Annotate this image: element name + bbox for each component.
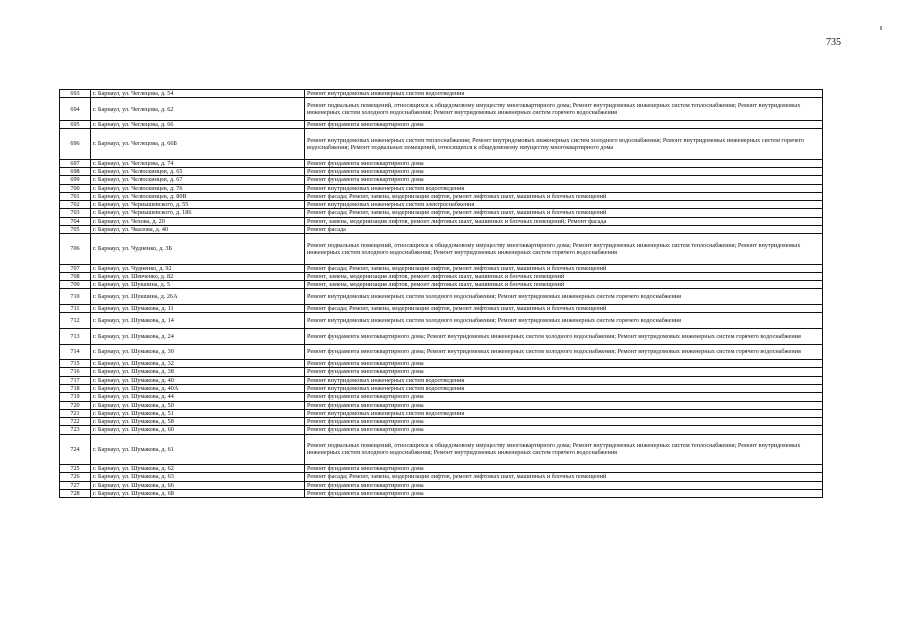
repair-works-cell: Ремонт фундамента многоквартирного дома [305, 176, 823, 184]
address-cell: г. Барнаул, ул. Шумакова, д. 11 [91, 305, 305, 313]
row-number-cell: 698 [60, 167, 91, 175]
repair-works-cell: Ремонт фасада; Ремонт, замена, модернизация лифтов, ремонт лифтовых шахт, машинных и блочных помещений [305, 473, 823, 481]
row-number-cell: 716 [60, 368, 91, 376]
table-row [60, 426, 823, 434]
table-row [60, 234, 823, 264]
row-number-cell: 714 [60, 344, 91, 360]
repair-works-cell: Ремонт внутридомовых инженерных систем электроснабжения [305, 201, 823, 209]
table-row [60, 289, 823, 305]
address-cell: г. Барнаул, ул. Шумакова, д. 40 [91, 376, 305, 384]
table-row [60, 129, 823, 159]
repair-works-cell: Ремонт фундамента многоквартирного дома [305, 489, 823, 497]
table-row [60, 328, 823, 344]
row-number-cell: 726 [60, 473, 91, 481]
row-number-cell: 711 [60, 305, 91, 313]
repair-works-cell: Ремонт внутридомовых инженерных систем водоотведения [305, 384, 823, 392]
row-number-cell: 717 [60, 376, 91, 384]
address-cell: г. Барнаул, ул. Чеглецова, д. 54 [91, 90, 305, 98]
table-row [60, 167, 823, 175]
row-number-cell: 722 [60, 418, 91, 426]
repair-works-cell: Ремонт фундамента многоквартирного дома [305, 426, 823, 434]
repair-works-cell: Ремонт внутридомовых инженерных систем холодного водоснабжения; Ремонт внутридомовых инженерных систем горячего водоснабжения [305, 313, 823, 329]
repair-works-cell: Ремонт, замена, модернизация лифтов, ремонт лифтовых шахт, машинных и блочных помещений [305, 281, 823, 289]
address-cell: г. Барнаул, ул. Челюскинцев, д. 65 [91, 167, 305, 175]
address-cell: г. Барнаул, ул. Шумакова, д. 38 [91, 368, 305, 376]
table-row [60, 209, 823, 217]
repair-works-cell: Ремонт внутридомовых инженерных систем водоотведения [305, 409, 823, 417]
address-cell: г. Барнаул, ул. Чеглецова, д. 62 [91, 98, 305, 121]
repair-works-cell: Ремонт, замена, модернизация лифтов, ремонт лифтовых шахт, машинных и блочных помещений; Ремонт фасада [305, 217, 823, 225]
page-number: 735 [826, 37, 841, 48]
table-row [60, 226, 823, 234]
scan-artifact [880, 26, 882, 30]
table-row [60, 264, 823, 272]
table-row [60, 159, 823, 167]
address-cell: г. Барнаул, ул. Чеглецова, д. 74 [91, 159, 305, 167]
repair-works-cell: Ремонт фасада; Ремонт, замена, модернизация лифтов, ремонт лифтовых шахт, машинных и блочных помещений [305, 264, 823, 272]
address-cell: г. Барнаул, ул. Чудненко, д. 92 [91, 264, 305, 272]
repair-works-cell: Ремонт внутридомовых инженерных систем теплоснабжения; Ремонт внутридомовых инженерных систем холодного водоснабжения; Ремонт внутридомовых инженерных систем горячего водоснабжения; Ремонт подвальных помещений, относящихся к общедомовому имуществу многоквартирного дома [305, 129, 823, 159]
table-row [60, 409, 823, 417]
address-cell: г. Барнаул, ул. Челюскинцев, д. 76 [91, 184, 305, 192]
address-cell: г. Барнаул, ул. Чернышевского, д. 55 [91, 201, 305, 209]
repair-works-cell: Ремонт фундамента многоквартирного дома [305, 401, 823, 409]
row-number-cell: 697 [60, 159, 91, 167]
address-cell: г. Барнаул, ул. Шумакова, д. 58 [91, 418, 305, 426]
row-number-cell: 721 [60, 409, 91, 417]
address-cell: г. Барнаул, ул. Шумакова, д. 60 [91, 426, 305, 434]
table-row [60, 217, 823, 225]
row-number-cell: 708 [60, 272, 91, 280]
table-row [60, 489, 823, 497]
address-cell: г. Барнаул, ул. Чкалова, д. 40 [91, 226, 305, 234]
table-row [60, 184, 823, 192]
housing-repair-registry-table [59, 89, 823, 498]
row-number-cell: 694 [60, 98, 91, 121]
address-cell: г. Барнаул, ул. Шумакова, д. 66 [91, 481, 305, 489]
repair-works-cell: Ремонт фундамента многоквартирного дома [305, 368, 823, 376]
table-row [60, 201, 823, 209]
table-row [60, 473, 823, 481]
table-row [60, 393, 823, 401]
repair-works-cell: Ремонт, замена, модернизация лифтов, ремонт лифтовых шахт, машинных и блочных помещений [305, 272, 823, 280]
row-number-cell: 699 [60, 176, 91, 184]
repair-works-cell: Ремонт внутридомовых инженерных систем водоотведения [305, 184, 823, 192]
repair-works-cell: Ремонт фасада [305, 226, 823, 234]
row-number-cell: 727 [60, 481, 91, 489]
table-row [60, 344, 823, 360]
row-number-cell: 704 [60, 217, 91, 225]
registry-body [60, 90, 823, 498]
row-number-cell: 707 [60, 264, 91, 272]
address-cell: г. Барнаул, ул. Челюскинцев, д. 67 [91, 176, 305, 184]
address-cell: г. Барнаул, ул. Шукшина, д. 5 [91, 281, 305, 289]
row-number-cell: 705 [60, 226, 91, 234]
address-cell: г. Барнаул, ул. Шумакова, д. 40А [91, 384, 305, 392]
row-number-cell: 709 [60, 281, 91, 289]
address-cell: г. Барнаул, ул. Чудненко, д. 3Б [91, 234, 305, 264]
table-row [60, 401, 823, 409]
table-row [60, 376, 823, 384]
table-row [60, 281, 823, 289]
address-cell: г. Барнаул, ул. Шумакова, д. 14 [91, 313, 305, 329]
table-row [60, 90, 823, 98]
table-row [60, 368, 823, 376]
repair-works-cell: Ремонт фундамента многоквартирного дома [305, 418, 823, 426]
row-number-cell: 719 [60, 393, 91, 401]
repair-works-cell: Ремонт подвальных помещений, относящихся к общедомовому имуществу многоквартирного дома; Ремонт внутридомовых инженерных систем теплоснабжения; Ремонт внутридомовых инженерных систем холодного водоснабжения; Ремонт внутридомовых инженерных систем горячего водоснабжения [305, 234, 823, 264]
repair-works-cell: Ремонт внутридомовых инженерных систем водоотведения [305, 376, 823, 384]
address-cell: г. Барнаул, ул. Чернышевского, д. 186 [91, 209, 305, 217]
repair-works-cell: Ремонт фундамента многоквартирного дома [305, 167, 823, 175]
row-number-cell: 695 [60, 121, 91, 129]
table-row [60, 98, 823, 121]
address-cell: г. Барнаул, ул. Шумакова, д. 30 [91, 344, 305, 360]
repair-works-cell: Ремонт фасада; Ремонт, замена, модернизация лифтов, ремонт лифтовых шахт, машинных и блочных помещений [305, 192, 823, 200]
repair-works-cell: Ремонт фундамента многоквартирного дома; Ремонт внутридомовых инженерных систем холодного водоснабжения; Ремонт внутридомовых инженерных систем горячего водоснабжения [305, 344, 823, 360]
table-row [60, 434, 823, 464]
row-number-cell: 706 [60, 234, 91, 264]
row-number-cell: 693 [60, 90, 91, 98]
table-row [60, 192, 823, 200]
row-number-cell: 700 [60, 184, 91, 192]
row-number-cell: 701 [60, 192, 91, 200]
row-number-cell: 702 [60, 201, 91, 209]
repair-works-cell: Ремонт фундамента многоквартирного дома [305, 159, 823, 167]
table-row [60, 418, 823, 426]
address-cell: г. Барнаул, ул. Шумакова, д. 51 [91, 409, 305, 417]
repair-works-cell: Ремонт подвальных помещений, относящихся к общедомовому имуществу многоквартирного дома; Ремонт внутридомовых инженерных систем теплоснабжения; Ремонт внутридомовых инженерных систем холодного водоснабжения; Ремонт внутридомовых инженерных систем горячего водоснабжения [305, 98, 823, 121]
address-cell: г. Барнаул, ул. Чеглецова, д. 66Б [91, 129, 305, 159]
repair-works-cell: Ремонт фасада; Ремонт, замена, модернизация лифтов, ремонт лифтовых шахт, машинных и блочных помещений [305, 305, 823, 313]
row-number-cell: 696 [60, 129, 91, 159]
repair-works-cell: Ремонт фундамента многоквартирного дома [305, 464, 823, 472]
repair-works-cell: Ремонт фундамента многоквартирного дома [305, 360, 823, 368]
table-row [60, 313, 823, 329]
repair-works-cell: Ремонт фасада; Ремонт, замена, модернизация лифтов, ремонт лифтовых шахт, машинных и блочных помещений [305, 209, 823, 217]
address-cell: г. Барнаул, ул. Шумакова, д. 68 [91, 489, 305, 497]
address-cell: г. Барнаул, ул. Шумакова, д. 44 [91, 393, 305, 401]
row-number-cell: 728 [60, 489, 91, 497]
address-cell: г. Барнаул, ул. Шумакова, д. 24 [91, 328, 305, 344]
table-row [60, 305, 823, 313]
row-number-cell: 713 [60, 328, 91, 344]
repair-works-cell: Ремонт фундамента многоквартирного дома; Ремонт внутридомовых инженерных систем холодного водоснабжения; Ремонт внутридомовых инженерных систем горячего водоснабжения [305, 328, 823, 344]
table-row [60, 481, 823, 489]
row-number-cell: 712 [60, 313, 91, 329]
repair-works-cell: Ремонт фундамента многоквартирного дома [305, 393, 823, 401]
address-cell: г. Барнаул, ул. Чехова, д. 20 [91, 217, 305, 225]
repair-works-cell: Ремонт внутридомовых инженерных систем холодного водоснабжения; Ремонт внутридомовых инженерных систем горячего водоснабжения [305, 289, 823, 305]
repair-works-cell: Ремонт внутридомовых инженерных систем водоотведения [305, 90, 823, 98]
address-cell: г. Барнаул, ул. Шукшина, д. 26А [91, 289, 305, 305]
address-cell: г. Барнаул, ул. Шумакова, д. 63 [91, 473, 305, 481]
address-cell: г. Барнаул, ул. Шумакова, д. 62 [91, 464, 305, 472]
row-number-cell: 723 [60, 426, 91, 434]
row-number-cell: 710 [60, 289, 91, 305]
row-number-cell: 725 [60, 464, 91, 472]
repair-works-cell: Ремонт подвальных помещений, относящихся к общедомовому имуществу многоквартирного дома; Ремонт внутридомовых инженерных систем теплоснабжения; Ремонт внутридомовых инженерных систем холодного водоснабжения; Ремонт внутридомовых инженерных систем горячего водоснабжения [305, 434, 823, 464]
row-number-cell: 724 [60, 434, 91, 464]
address-cell: г. Барнаул, ул. Челюскинцев, д. 80В [91, 192, 305, 200]
address-cell: г. Барнаул, ул. Шумакова, д. 32 [91, 360, 305, 368]
row-number-cell: 715 [60, 360, 91, 368]
table-row [60, 384, 823, 392]
table-row [60, 272, 823, 280]
repair-works-cell: Ремонт фундамента многоквартирного дома [305, 481, 823, 489]
table-row [60, 464, 823, 472]
table-row [60, 176, 823, 184]
row-number-cell: 718 [60, 384, 91, 392]
table-row [60, 121, 823, 129]
row-number-cell: 703 [60, 209, 91, 217]
address-cell: г. Барнаул, ул. Чеглецова, д. 66 [91, 121, 305, 129]
repair-works-cell: Ремонт фундамента многоквартирного дома [305, 121, 823, 129]
row-number-cell: 720 [60, 401, 91, 409]
address-cell: г. Барнаул, ул. Шумакова, д. 50 [91, 401, 305, 409]
address-cell: г. Барнаул, ул. Шумакова, д. 61 [91, 434, 305, 464]
table-row [60, 360, 823, 368]
address-cell: г. Барнаул, ул. Шевченко, д. 82 [91, 272, 305, 280]
